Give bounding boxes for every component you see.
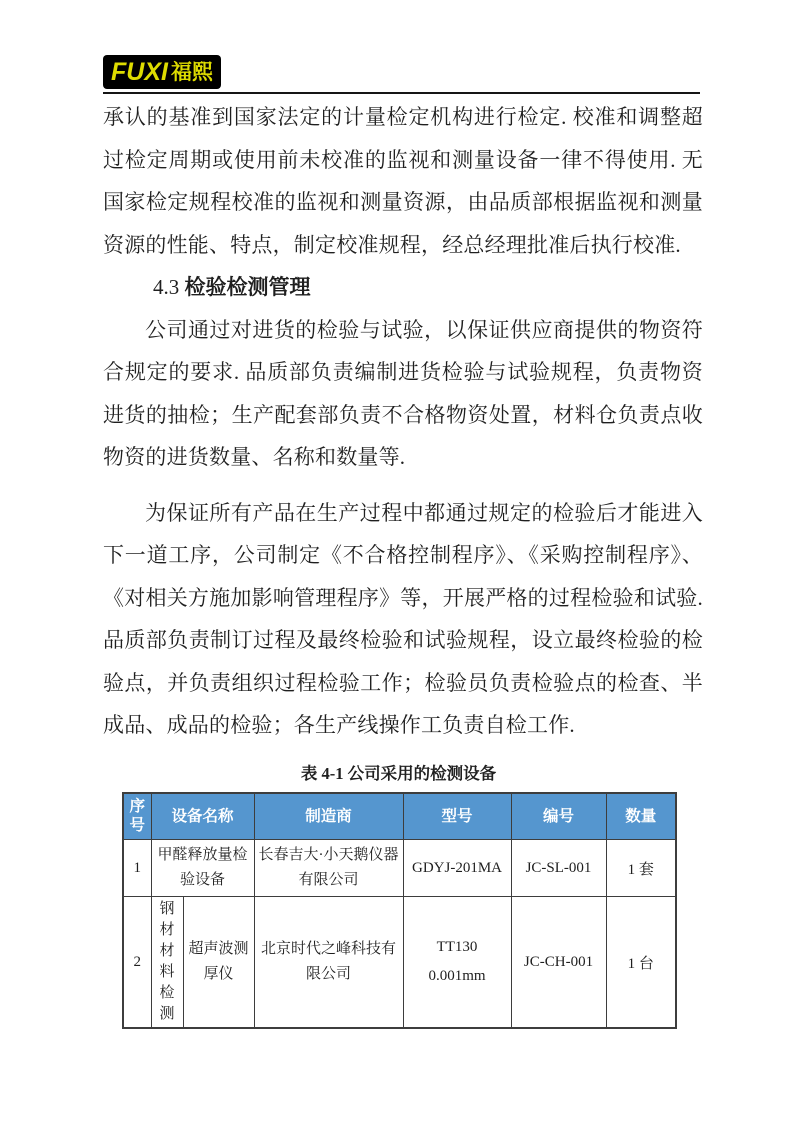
cell-code: JC-CH-001: [511, 897, 606, 1029]
cell-code: JC-SL-001: [511, 840, 606, 897]
table-caption: 表 4-1 公司采用的检测设备: [300, 763, 497, 783]
header-device-name: 设备名称: [151, 793, 254, 840]
cell-quantity: 1 套: [606, 840, 676, 897]
cell-quantity: 1 台: [606, 897, 676, 1029]
cell-model-line2: 0.001mm: [428, 968, 486, 984]
header-quantity: 数量: [606, 793, 676, 840]
cell-device-category: 钢材材料检测: [151, 897, 183, 1029]
cell-device-name: 超声波测厚仪: [183, 897, 254, 1029]
cell-device-name: 甲醛释放量检验设备: [151, 840, 254, 897]
paragraph-incoming-inspection: 公司通过对进货的检验与试验，以保证供应商提供的物资符合规定的要求. 品质部负责编制进货检验与试验规程，负责物资进货的抽检；生产配套部负责不合格物资处置，材料仓负责点收物资的进货数量、名称和数量等.: [103, 317, 703, 469]
paragraph-process-inspection: 为保证所有产品在生产过程中都通过规定的检验后才能进入下一道工序，公司制定《不合格控制程序》、《采购控制程序》、《对相关方施加影响管理程序》等，开展严格的过程检验和试验. 品质部负责制订过程及最终检验和试验规程，设立最终检验的检验点，并负责组织过程检验工作；检验员负责检验点的检查、半成品、成品的检验；各生产线操作工负责自检工作.: [103, 500, 703, 737]
section-heading: [103, 266, 703, 309]
cell-manufacturer: 北京时代之峰科技有限公司: [254, 897, 403, 1029]
equipment-table: [122, 792, 677, 1030]
logo-latin-text: FUXI: [111, 57, 168, 86]
header-rule: [103, 92, 700, 94]
header-serial: 序号: [123, 793, 151, 840]
cell-model-line1: TT130: [436, 939, 478, 955]
header-model: 型号: [403, 793, 511, 840]
document-body: [103, 96, 703, 1029]
logo-cjk-text: 福熙: [170, 59, 213, 84]
equipment-table-header: [123, 793, 676, 840]
section-heading-title: 检验检测管理: [184, 275, 311, 299]
cell-serial: 2: [123, 897, 151, 1029]
company-logo: [103, 55, 221, 89]
cell-model: GDYJ-201MA: [403, 840, 511, 897]
header-code: 编号: [511, 793, 606, 840]
paragraph-calibration: 承认的基准到国家法定的计量检定机构进行检定. 校准和调整超过检定周期或使用前未校准的监视和测量设备一律不得使用. 无国家检定规程校准的监视和测量资源，由品质部根据监视和测量资源的性能、特点，制定校准规程，经总经理批准后执行校准.: [103, 105, 703, 257]
table-row: [123, 897, 676, 1029]
table-row: [123, 840, 676, 897]
cell-model: [403, 897, 511, 1029]
section-heading-number: 4.3: [153, 275, 180, 299]
cell-manufacturer: 长春吉大·小天鹅仪器有限公司: [254, 840, 403, 897]
cell-serial: 1: [123, 840, 151, 897]
header-manufacturer: 制造商: [254, 793, 403, 840]
page-header: [103, 55, 700, 94]
